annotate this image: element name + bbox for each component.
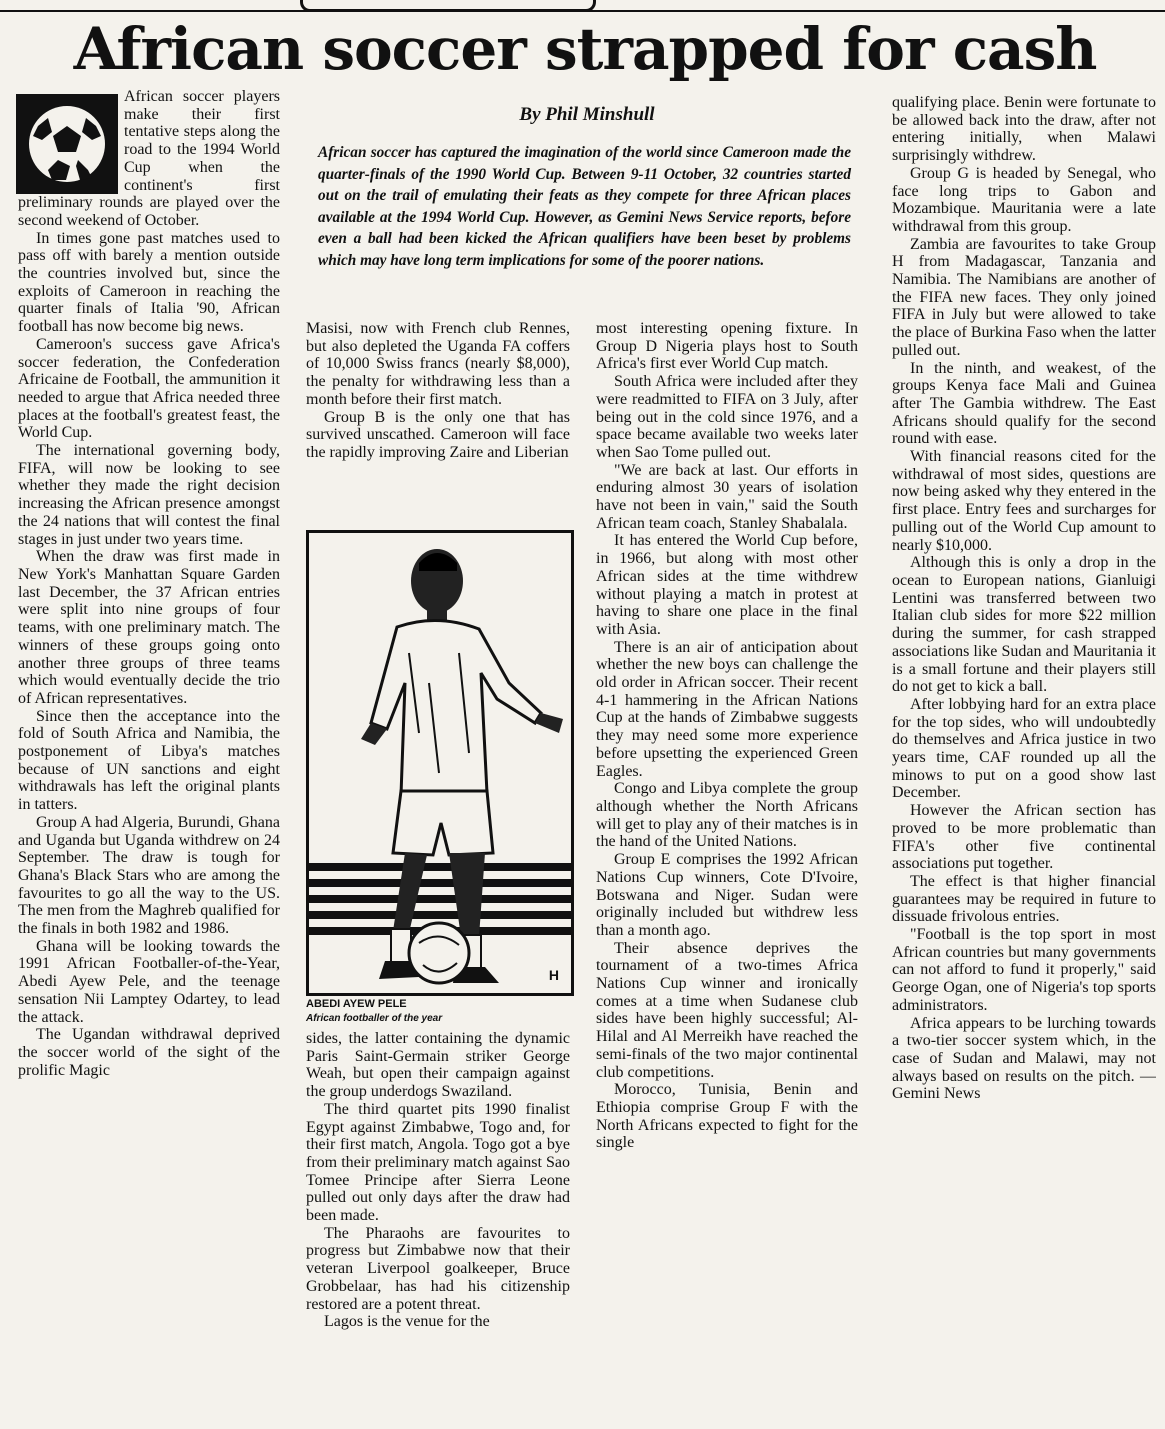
paragraph: Zambia are favourites to take Group H from Madagascar, Tanzania and Namibia. The Namibians are another of the FIFA new faces. They only joined FIFA in July but were allowed to take the place of Burkina Faso when the latter pulled out.: [892, 235, 1156, 359]
paragraph: Cameroon's success gave Africa's soccer federation, the Confederation Africaine de Football, the ammunition it needed to argue that Africa needed three places at the football's greatest feast, the World Cup.: [18, 335, 280, 442]
headline: African soccer strapped for cash: [73, 15, 1097, 83]
player-illustration: [306, 530, 574, 996]
paragraph: most interesting opening fixture. In Group D Nigeria plays host to South Africa's first ever World Cup match.: [596, 320, 858, 373]
photo-caption-name: ABEDI AYEW PELE: [306, 998, 407, 1010]
paragraph: When the draw was first made in New York's Manhattan Square Garden last December, the 37 African entries were split into nine groups of four teams, with one preliminary match. The winners of these groups going onto another three groups of three teams which would eventually decide the trio of African representatives.: [18, 548, 280, 707]
paragraph: There is an air of anticipation about whether the new boys can challenge the old order in African soccer. Their recent 4-1 hammering in the African Nations Cup at the hands of Zimbabwe suggests they may need some more experience before upsetting the experienced Green Eagles.: [596, 638, 858, 780]
paragraph: Lagos is the venue for the: [324, 1313, 490, 1331]
paragraph: Group B is the only one that has survived unscathed. Cameroon will face the rapidly improving Zaire and Liberian: [306, 408, 570, 461]
paragraph: "Football is the top sport in most African countries but many governments can not afford to fund it properly," said George Ogan, one of Nigeria's top sports administrators.: [892, 926, 1156, 1014]
paragraph: Congo and Libya complete the group although whether the North Africans will get to play any of their matches is in the hand of the United Nations.: [596, 780, 858, 851]
paragraph: After lobbying hard for an extra place for the top sides, who will undoubtedly do themselves and Africa justice in two years time, CAF rounded up all the minows to put on a good show last December.: [892, 695, 1156, 802]
paragraph: Masisi, now with French club Rennes, but also depleted the Uganda FA coffers of 10,000 Swiss francs (nearly $8,000), the penalty for withdrawing less than a month before their first match.: [306, 320, 570, 408]
ball-spacer: [18, 88, 124, 184]
byline: By Phil Minshull: [519, 104, 655, 125]
artist-mark: H: [548, 967, 559, 983]
paragraph: Group A had Algeria, Burundi, Ghana and Uganda but Uganda withdrew on 24 September. The draw is tough for Ghana's Black Stars who are among the favourites to go all the way to the US. The men from the Maghreb qualified for the finals in both 1982 and 1986.: [18, 813, 280, 938]
paragraph: The Pharaohs are favourites to progress but Zimbabwe now that their veteran Liverpool goalkeeper, Bruce Grobbelaar, has had his citizenship restored are a potent threat.: [306, 1224, 570, 1313]
paragraph: The effect is that higher financial guarantees may be required in future to dissuade frivolous entries.: [892, 872, 1156, 926]
paragraph: The international governing body, FIFA, will now be looking to see whether they made the right decision increasing the African presence amongst the 24 nations that will contest the final stages in just under two years time.: [18, 442, 280, 548]
column-3: [596, 320, 858, 1420]
paragraph: Ghana will be looking towards the 1991 African Footballer-of-the-Year, Abedi Ayew Pele, and the teenage sensation Nii Lamptey Odartey, to lead the attack.: [18, 937, 280, 1026]
photo-caption-subtitle: African footballer of the year: [306, 1013, 443, 1024]
paragraph: Morocco, Tunisia, Benin and Ethiopia comprise Group F with the North Africans expected to fight for the single: [596, 1081, 858, 1152]
paragraph: The Ugandan withdrawal deprived the soccer world of the sight of the prolific Magic: [18, 1026, 280, 1079]
top-box-fragment: [300, 0, 596, 12]
column-1: [18, 88, 280, 1418]
paragraph: Their absence deprives the tournament of a two-times Africa Nations Cup winner and ironically comes at a time when Sudanese club sides have been highly successful; Al-Hilal and Al Merreikh have reached the semi-finals of the two major continental club competitions.: [596, 939, 858, 1081]
column-2-top: [306, 320, 570, 526]
paragraph: Since then the acceptance into the fold of South Africa and Namibia, the postponement of Libya's matches because of UN sanctions and eight withdrawals has left the original plants in tatters.: [18, 707, 280, 814]
paragraph: qualifying place. Benin were fortunate to be allowed back into the draw, after not entering initially, when Malawi surprisingly withdrew.: [892, 94, 1156, 165]
paragraph: In the ninth, and weakest, of the groups Kenya face Mali and Guinea after The Gambia withdrew. The East Africans should qualify for the second round with ease.: [892, 359, 1156, 448]
paragraph: In times gone past matches used to pass off with barely a mention outside the countries involved but, since the exploits of Cameroon in reaching the quarter finals of Italia '90, African football has now become big news.: [18, 229, 280, 336]
paragraph: The third quartet pits 1990 finalist Egypt against Zimbabwe, Togo and, for their first match, Angola. Togo got a bye from their preliminary match against Sao Tomee Principe after Sierra Leone pulled out only days after the draw had been made.: [306, 1100, 570, 1225]
paragraph: "We are back at last. Our efforts in enduring almost 30 years of isolation have not been in vain," said the South African team coach, Stanley Shabalala.: [596, 461, 858, 532]
column-2-bottom: [306, 1030, 570, 1420]
paragraph: Group G is headed by Senegal, who face long trips to Gabon and Mozambique. Mauritania were a late withdrawal from this group.: [892, 164, 1156, 235]
paragraph: With financial reasons cited for the withdrawal of most sides, questions are now being asked why they entered in the first place. Entry fees and surcharges for pulling out of the World Cup amount to nearly $10,000.: [892, 448, 1156, 554]
top-rule: [0, 0, 1165, 12]
paragraph: sides, the latter containing the dynamic Paris Saint-Germain striker George Weah, but open their campaign against the group underdogs Swaziland.: [306, 1030, 570, 1101]
paragraph: It has entered the World Cup before, in 1966, but along with most other African sides at the time withdrew without playing a match in protest at having to share one place in the final with Asia.: [596, 532, 858, 638]
paragraph: Africa appears to be lurching towards a two-tier soccer system which, in the case of Sudan and Malawi, may not always based on results on the pitch. — Gemini News: [892, 1014, 1156, 1103]
paragraph: However the African section has proved to be more problematic than FIFA's other five continental associations put together.: [892, 802, 1156, 873]
paragraph: African soccer players make their first tentative steps along the road to the 1994 World Cup when the continent's first preliminary rounds are played over the second weekend of October.: [18, 88, 280, 229]
paragraph: Although this is only a drop in the ocean to European nations, Gianluigi Lentini was transferred between two Italian club sides for more $22 million during the summer, for cash strapped associations like Sudan and Mauritania it is a small fortune and their players still do not get to kick a ball.: [892, 554, 1156, 696]
paragraph: Group E comprises the 1992 African Nations Cup winners, Cote D'Ivoire, Botswana and Niger. Sudan were originally included but withdrew less than a month ago.: [596, 851, 858, 939]
column-4: [892, 94, 1156, 1420]
paragraph: South Africa were included after they were readmitted to FIFA on 3 July, after being out in the cold since 1976, and a space became available two weeks later when Sao Tome pulled out.: [596, 373, 858, 461]
intro-paragraph: African soccer has captured the imagination of the world since Cameroon made the quarter-finals of the 1990 World Cup. Between 9-11 October, 32 countries started out on the trail of emulating their feats as they compete for three African places available at the 1994 World Cup. However, as Gemini News Service reports, before even a ball had been kicked the African qualifiers have been beset by problems which may have long term implications for some of the poorer nations.: [318, 144, 851, 269]
